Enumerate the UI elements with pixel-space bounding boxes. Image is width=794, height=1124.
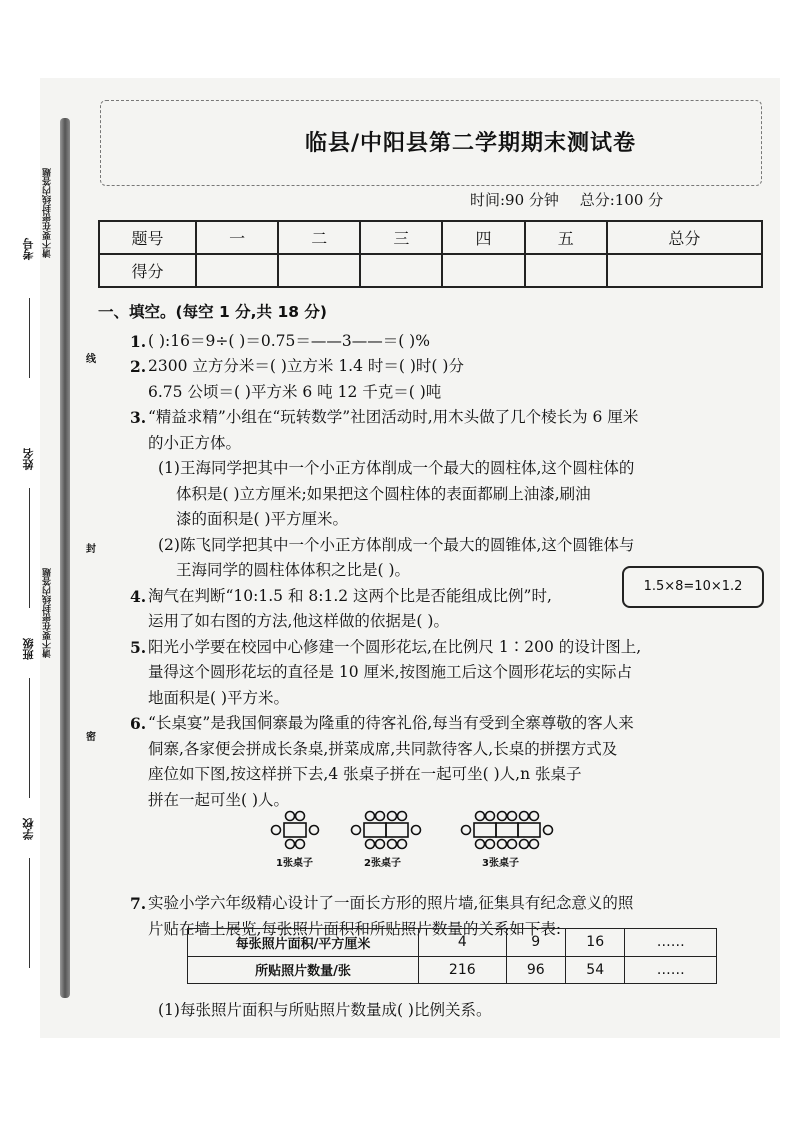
score-header: 三 xyxy=(360,221,442,254)
seat-icon xyxy=(286,840,295,849)
score-cell[interactable] xyxy=(360,254,442,287)
score-header: 一 xyxy=(196,221,278,254)
question-number: 2. xyxy=(130,357,147,376)
seat-icon xyxy=(272,826,281,835)
field-exam-number: 考号 xyxy=(22,238,35,260)
table-cell: 4 xyxy=(419,929,507,957)
score-cell[interactable] xyxy=(196,254,278,287)
field-line xyxy=(29,678,30,798)
score-cell[interactable] xyxy=(525,254,607,287)
table-cell: …… xyxy=(625,956,717,984)
photo-area-header: 每张照片面积/平方厘米 xyxy=(188,929,419,957)
question-text: “精益求精”小组在“玩转数学”社团活动时,用木头做了几个棱长为 6 厘米 xyxy=(148,408,639,426)
question-number: 6. xyxy=(130,714,147,733)
question-text: 的小正方体。 xyxy=(148,433,242,452)
question-text: 座位如下图,按这样拼下去,4 张桌子拼在一起可坐( )人,n 张桌子 xyxy=(148,765,582,783)
question-number: 5. xyxy=(130,637,147,657)
question-text: 片贴在墙上展览,每张照片面积和所贴照片数量的关系如下表: xyxy=(148,919,562,938)
table-cell: …… xyxy=(625,929,717,957)
score-cell[interactable] xyxy=(442,254,524,287)
question-text: 6.75 公顷＝( )平方米 6 吨 12 千克＝( )吨 xyxy=(148,382,442,401)
score-header: 题号 xyxy=(99,221,196,254)
question-3 xyxy=(98,405,768,431)
table-cell: 9 xyxy=(506,929,565,957)
subquestion-text: 王海同学的圆柱体体积之比是( )。 xyxy=(176,561,411,579)
table-row xyxy=(188,956,717,984)
binding-strip xyxy=(10,88,96,1028)
long-table-figure xyxy=(268,810,588,869)
binding-warning: 请不要在密封线内答题 xyxy=(43,168,53,258)
question-text: 运用了如右图的方法,他这样做的依据是( )。 xyxy=(148,612,449,630)
question-content xyxy=(98,300,768,1024)
question-text: “长桌宴”是我国侗寨最为隆重的待客礼俗,每当有受到全寨尊敬的客人来 xyxy=(148,714,634,732)
field-class: 班级 xyxy=(22,638,35,660)
subquestion-text: 体积是( )立方厘米;如果把这个圆柱体的表面都刷上油漆,刷油 xyxy=(176,484,591,503)
question-text: 2300 立方分米＝( )立方米 1.4 时＝( )时( )分 xyxy=(148,357,464,375)
photo-table xyxy=(187,928,717,984)
table-cell: 54 xyxy=(565,956,624,984)
question-5 xyxy=(98,635,768,661)
score-cell[interactable] xyxy=(278,254,360,287)
question-2 xyxy=(98,354,768,380)
question-text: 淘气在判断“10:1.5 和 8:1.2 这两个比是否能组成比例”时, xyxy=(148,586,552,605)
field-line xyxy=(29,298,30,378)
binding-warning: 请不要在密封线内答题 xyxy=(43,568,53,658)
question-number: 1. xyxy=(130,331,147,351)
question-number: 7. xyxy=(130,894,147,913)
exam-meta xyxy=(470,189,679,210)
page-title: 临县/中阳县第二学期期末测试卷 xyxy=(305,131,637,156)
seat-icon xyxy=(296,840,305,849)
seal-secret: 密 xyxy=(86,732,96,743)
seat-icon xyxy=(310,826,319,835)
figure-label-2: 2张桌子 xyxy=(364,858,401,869)
subquestion-text: 漆的面积是( )平方厘米。 xyxy=(176,510,349,528)
score-header: 二 xyxy=(278,221,360,254)
score-table xyxy=(98,220,763,288)
exam-total-score: 总分:100 分 xyxy=(579,191,664,209)
score-cell[interactable] xyxy=(607,254,762,287)
question-7 xyxy=(98,891,768,917)
question-1 xyxy=(98,329,768,355)
score-header-row xyxy=(99,221,762,254)
question-text: 实验小学六年级精心设计了一面长方形的照片墙,征集具有纪念意义的照 xyxy=(148,894,634,912)
field-school: 学校 xyxy=(22,818,35,840)
subquestion-text: (1)每张照片面积与所贴照片数量成( )比例关系。 xyxy=(158,1001,492,1019)
table-icon xyxy=(284,823,306,837)
question-text: 阳光小学要在校园中心修建一个圆形花坛,在比例尺 1∶200 的设计图上, xyxy=(148,637,642,656)
question-text: ( ):16＝9÷( )＝0.75＝——3——＝( )% xyxy=(148,331,430,350)
score-header: 五 xyxy=(525,221,607,254)
seal-seal: 封 xyxy=(86,544,96,555)
question-text: 量得这个圆形花坛的直径是 10 厘米,按图施工后这个圆形花坛的实际占 xyxy=(148,663,633,681)
subquestion-text: (1)王海同学把其中一个小正方体削成一个最大的圆柱体,这个圆柱体的 xyxy=(158,459,635,477)
subquestion-text: (2)陈飞同学把其中一个小正方体削成一个最大的圆锥体,这个圆锥体与 xyxy=(158,535,635,554)
tables-diagram xyxy=(268,810,588,860)
proportion-formula-box: 1.5×8=10×1.2 xyxy=(622,566,764,608)
table-row xyxy=(188,929,717,957)
question-text: 地面积是( )平方米。 xyxy=(148,688,290,707)
seat-icon xyxy=(296,812,305,821)
question-text: 拼在一起可坐( )人。 xyxy=(148,790,290,809)
photo-count-header: 所贴照片数量/张 xyxy=(188,956,419,984)
question-number: 4. xyxy=(130,586,147,606)
seat-icon xyxy=(286,812,295,821)
question-number: 3. xyxy=(130,408,147,427)
field-line xyxy=(29,488,30,608)
binding-rail xyxy=(60,118,70,998)
field-line xyxy=(29,858,30,968)
score-header: 总分 xyxy=(607,221,762,254)
section-heading: 一、填空。(每空 1 分,共 18 分) xyxy=(98,303,327,321)
score-row-label: 得分 xyxy=(99,254,196,287)
score-header: 四 xyxy=(442,221,524,254)
figure-label-3: 3张桌子 xyxy=(482,858,519,869)
table-cell: 216 xyxy=(419,956,507,984)
field-name: 姓名 xyxy=(22,448,35,470)
seal-line: 线 xyxy=(86,354,96,365)
table-cell: 16 xyxy=(565,929,624,957)
table-cell: 96 xyxy=(506,956,565,984)
question-6 xyxy=(98,711,768,737)
figure-label-1: 1张桌子 xyxy=(276,858,313,869)
score-row xyxy=(99,254,762,287)
exam-time: 时间:90 分钟 xyxy=(470,191,559,209)
question-text: 侗寨,各家便会拼成长条桌,拼菜成席,共同款待客人,长桌的拼摆方式及 xyxy=(148,739,618,758)
